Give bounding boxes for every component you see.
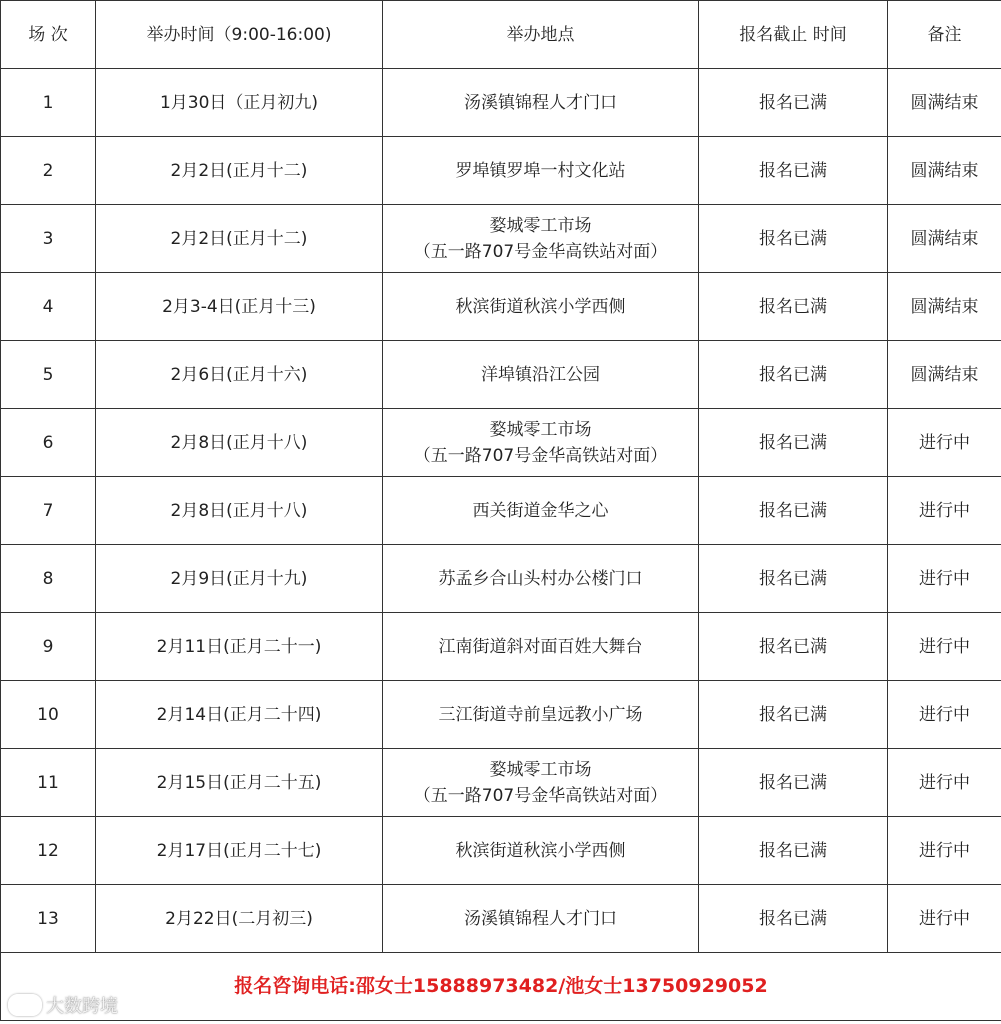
header-note: 备注 — [888, 1, 1001, 69]
session-cell: 1 — [1, 69, 96, 137]
header-deadline: 报名截止 时间 — [699, 1, 888, 69]
date-cell: 2月9日(正月十九) — [96, 545, 383, 613]
table-row — [1, 69, 1001, 137]
contact-cell — [1, 953, 1001, 1021]
location-cell — [383, 69, 699, 137]
deadline-cell: 报名已满 — [699, 817, 888, 885]
header-time: 举办时间（9:00-16:00) — [96, 1, 383, 69]
deadline-cell: 报名已满 — [699, 885, 888, 953]
location-line-2: （五一路707号金华高铁站对面） — [413, 785, 668, 806]
location-cell — [383, 681, 699, 749]
watermark-logo-icon — [8, 994, 42, 1016]
deadline-cell: 报名已满 — [699, 477, 888, 545]
date-cell: 2月2日(正月十二) — [96, 137, 383, 205]
location-line-2: （五一路707号金华高铁站对面） — [413, 445, 668, 466]
table-row — [1, 477, 1001, 545]
location-line-1: 汤溪镇锦程人才门口 — [464, 908, 617, 929]
date-cell: 2月2日(正月十二) — [96, 205, 383, 273]
location-line-1: 婺城零工市场 — [489, 759, 592, 780]
date-cell: 2月17日(正月二十七) — [96, 817, 383, 885]
date-cell: 2月14日(正月二十四) — [96, 681, 383, 749]
session-cell: 12 — [1, 817, 96, 885]
note-cell: 进行中 — [888, 613, 1001, 681]
contact-row — [1, 953, 1001, 1021]
table-row — [1, 885, 1001, 953]
session-cell: 4 — [1, 273, 96, 341]
note-cell: 进行中 — [888, 749, 1001, 817]
date-cell: 2月11日(正月二十一) — [96, 613, 383, 681]
header-session: 场 次 — [1, 1, 96, 69]
deadline-cell: 报名已满 — [699, 545, 888, 613]
location-cell — [383, 885, 699, 953]
date-cell: 2月15日(正月二十五) — [96, 749, 383, 817]
date-cell: 2月8日(正月十八) — [96, 477, 383, 545]
session-cell: 2 — [1, 137, 96, 205]
session-cell: 7 — [1, 477, 96, 545]
deadline-cell: 报名已满 — [699, 409, 888, 477]
table-row — [1, 205, 1001, 273]
contact-text: 报名咨询电话:邵女士15888973482/池女士13750929052 — [234, 975, 768, 997]
location-cell — [383, 137, 699, 205]
header-row — [1, 1, 1001, 69]
session-cell: 9 — [1, 613, 96, 681]
location-line-1: 江南街道斜对面百姓大舞台 — [438, 636, 643, 657]
table-row — [1, 137, 1001, 205]
session-cell: 6 — [1, 409, 96, 477]
location-line-1: 婺城零工市场 — [489, 215, 592, 236]
deadline-cell: 报名已满 — [699, 749, 888, 817]
location-line-1: 洋埠镇沿江公园 — [481, 364, 600, 385]
location-cell — [383, 613, 699, 681]
header-location: 举办地点 — [383, 1, 699, 69]
table-row — [1, 613, 1001, 681]
location-cell — [383, 341, 699, 409]
location-line-1: 罗埠镇罗埠一村文化站 — [455, 160, 626, 181]
session-cell: 13 — [1, 885, 96, 953]
date-cell: 2月3-4日(正月十三) — [96, 273, 383, 341]
session-cell: 8 — [1, 545, 96, 613]
deadline-cell: 报名已满 — [699, 205, 888, 273]
date-cell: 2月22日(二月初三) — [96, 885, 383, 953]
note-cell: 进行中 — [888, 477, 1001, 545]
location-line-1: 苏孟乡合山头村办公楼门口 — [438, 568, 643, 589]
location-line-1: 秋滨街道秋滨小学西侧 — [455, 840, 626, 861]
note-cell: 圆满结束 — [888, 205, 1001, 273]
deadline-cell: 报名已满 — [699, 613, 888, 681]
session-cell: 5 — [1, 341, 96, 409]
table-row — [1, 273, 1001, 341]
watermark — [8, 992, 118, 1018]
note-cell: 圆满结束 — [888, 69, 1001, 137]
date-cell: 2月8日(正月十八) — [96, 409, 383, 477]
note-cell: 进行中 — [888, 885, 1001, 953]
location-line-2: （五一路707号金华高铁站对面） — [413, 241, 668, 262]
watermark-text: 大数跨境 — [46, 996, 118, 1017]
table-row — [1, 545, 1001, 613]
note-cell: 进行中 — [888, 817, 1001, 885]
location-line-1: 汤溪镇锦程人才门口 — [464, 92, 617, 113]
deadline-cell: 报名已满 — [699, 273, 888, 341]
date-cell: 2月6日(正月十六) — [96, 341, 383, 409]
location-cell — [383, 205, 699, 273]
location-cell — [383, 477, 699, 545]
table-row — [1, 341, 1001, 409]
note-cell: 圆满结束 — [888, 137, 1001, 205]
date-cell: 1月30日（正月初九) — [96, 69, 383, 137]
note-cell: 进行中 — [888, 681, 1001, 749]
table-row — [1, 409, 1001, 477]
location-cell — [383, 409, 699, 477]
table-row — [1, 749, 1001, 817]
location-line-1: 秋滨街道秋滨小学西侧 — [455, 296, 626, 317]
location-cell — [383, 273, 699, 341]
session-cell: 3 — [1, 205, 96, 273]
table-row — [1, 817, 1001, 885]
note-cell: 进行中 — [888, 545, 1001, 613]
deadline-cell: 报名已满 — [699, 681, 888, 749]
table-row — [1, 681, 1001, 749]
location-line-1: 西关街道金华之心 — [472, 500, 609, 521]
location-cell — [383, 817, 699, 885]
location-cell — [383, 545, 699, 613]
session-cell: 10 — [1, 681, 96, 749]
deadline-cell: 报名已满 — [699, 341, 888, 409]
location-line-1: 婺城零工市场 — [489, 419, 592, 440]
note-cell: 圆满结束 — [888, 273, 1001, 341]
deadline-cell: 报名已满 — [699, 137, 888, 205]
note-cell: 进行中 — [888, 409, 1001, 477]
session-cell: 11 — [1, 749, 96, 817]
note-cell: 圆满结束 — [888, 341, 1001, 409]
location-cell — [383, 749, 699, 817]
location-line-1: 三江街道寺前皇远教小广场 — [438, 704, 643, 725]
deadline-cell: 报名已满 — [699, 69, 888, 137]
